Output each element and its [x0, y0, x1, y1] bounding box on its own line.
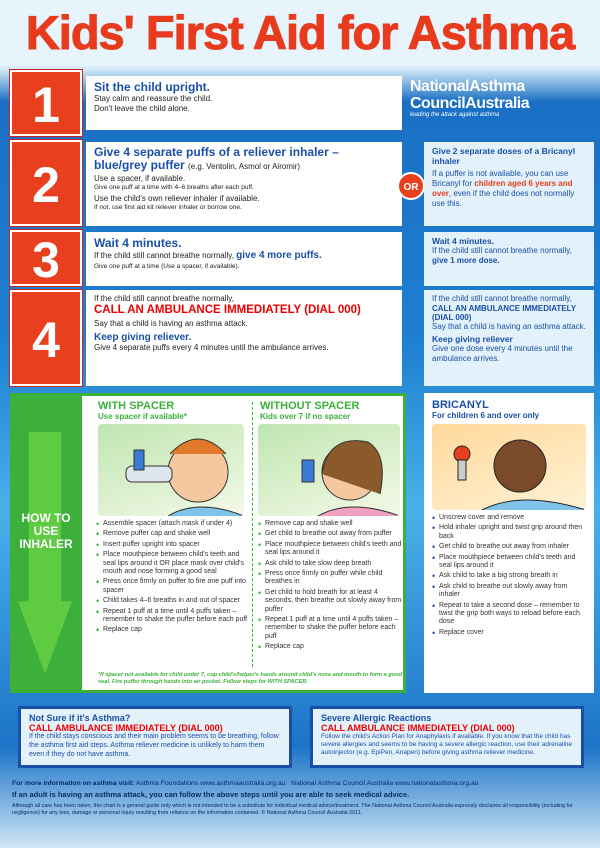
girl-with-puffer-image [258, 424, 400, 516]
or-badge: OR [397, 172, 425, 200]
step-2-heading: Give 4 separate puffs of a reliever inhaler – blue/grey puffer [94, 145, 339, 172]
with-spacer-column [98, 400, 248, 421]
bricanyl-step: • Unscrew cover and remove [432, 514, 586, 522]
without-spacer-step: • Replace cap [258, 643, 404, 651]
without-spacer-step: • Get child to hold breath for at least 4 seconds, then breathe out slowly away from puffer [258, 589, 404, 614]
step-4-give: Give 4 separate puffs every 4 minutes until the ambulance arrives. [94, 343, 329, 352]
step-2-line-2: Use the child's own reliever inhaler if available. [94, 193, 260, 203]
logo-line-2: CouncilAustralia [410, 95, 530, 112]
footer [0, 776, 600, 848]
bricanyl-step: • Ask child to breathe out slowly away from inhaler [432, 583, 586, 600]
footer-nac-link[interactable]: National Asthma Council Australia www.nationalasthma.org.au [291, 780, 479, 787]
with-spacer-illustration [98, 424, 244, 516]
without-spacer-sub: Kids over 7 if no spacer [260, 412, 351, 421]
without-spacer-heading: WITHOUT SPACER [260, 400, 360, 412]
step-3-bold: give 4 more puffs. [236, 250, 322, 261]
step-2-box [86, 142, 402, 226]
bricanyl-step: • Place mouthpiece between child's teeth and seal lips around it [432, 554, 586, 571]
with-spacer-sub: Use spacer if available* [98, 412, 187, 421]
step-1-heading: Sit the child upright. [94, 80, 210, 94]
spacer-note: *If spacer not available for child under 7, cup child's/helper's hands around child's nose and mouth to form a good seal. Fire puffer through hands into air pocket. Follow steps for WITH SPACER. [98, 672, 402, 685]
bricanyl-step-4-say: Say that a child is having an asthma attack. [432, 322, 586, 331]
how-to-use-label: HOW TO USE INHALER [19, 511, 73, 551]
with-spacer-heading: WITH SPACER [98, 400, 175, 412]
without-spacer-column [260, 400, 410, 421]
step-4-say: Say that a child is having an asthma attack. [94, 319, 248, 328]
step-3-line-2: Give one puff at a time (Use a spacer, if available). [94, 262, 240, 270]
step-4-box [86, 290, 402, 386]
allergic-heading: Severe Allergic Reactions [321, 713, 432, 723]
bricanyl-step-3-heading: Wait 4 minutes. [432, 236, 495, 246]
not-sure-text: If the child stays conscious and their main problem seems to be breathing, follow the asthma first aid steps. Asthma reliever medicine is unlikely to harm them even if they do not have asthma. [29, 733, 279, 758]
logo-tagline: leading the attack against asthma [410, 112, 500, 118]
allergic-text: Follow the child's Action Plan for Anaphylaxis if available. If you know that the child has severe allergies and seems to be having a severe allergic reaction, use their adrenaline autoinjector (e.g. EpiPen, Anapen) before giving asthma reliever medicine. [321, 733, 573, 757]
footer-adult: If an adult is having an asthma attack, you can follow the above steps until you are able to seek medical advice. [12, 790, 410, 800]
with-spacer-step: • Replace cap [96, 626, 248, 634]
bricanyl-step-2-bold: children aged 6 years and over [432, 179, 573, 198]
without-spacer-illustration [258, 424, 400, 516]
footer-more: For more information on asthma visit: [12, 780, 135, 787]
with-spacer-step: • Press once firmly on puffer to fire one puff into spacer [96, 578, 248, 595]
with-spacer-step: • Insert puffer upright into spacer [96, 541, 248, 549]
step-3-number: 3 [10, 230, 82, 286]
not-sure-call: CALL AMBULANCE IMMEDIATELY (DIAL 000) [29, 723, 223, 733]
bricanyl-step-3-text: If the child still cannot breathe normally, [432, 246, 572, 255]
step-1-box [86, 76, 402, 130]
bricanyl-heading: BRICANYL [432, 399, 489, 411]
step-2-number: 2 [10, 140, 82, 226]
bricanyl-illustration [432, 424, 586, 510]
bricanyl-step-3-bold: give 1 more dose. [432, 256, 500, 265]
bricanyl-panel [424, 393, 594, 693]
with-spacer-step: • Child takes 4–6 breaths in and out of spacer [96, 597, 248, 605]
step-4-number: 4 [10, 290, 82, 386]
bricanyl-step: • Repeat to take a second dose – remember to twist the grip both ways to reload before each dose [432, 602, 586, 627]
allergic-box [310, 706, 584, 768]
not-sure-heading: Not Sure if it's Asthma? [29, 713, 131, 723]
bricanyl-step-2-box [424, 142, 594, 226]
step-3-line-1: If the child still cannot breathe normally, [94, 251, 234, 260]
bricanyl-step-4-box [424, 290, 594, 386]
step-4-call: CALL AN AMBULANCE IMMEDIATELY (DIAL 000) [94, 304, 361, 316]
bricanyl-step: • Replace cover [432, 629, 586, 637]
bricanyl-step-2-text-2: , even if the child does not normally use this. [432, 189, 575, 208]
page-title: Kids' First Aid for Asthma [0, 0, 600, 66]
step-1-number: 1 [10, 70, 82, 136]
bricanyl-step: • Ask child to take a big strong breath in [432, 572, 586, 580]
bricanyl-step: • Get child to breathe out away from inhaler [432, 543, 586, 551]
footer-disclaimer: Although all care has been taken, this chart is a general guide only which is not intended to be a substitute for individual medical advice/treatment. The National Asthma Council Australia expressly disclaims all responsibility (including for negligence) for any loss, damage or personal injury resulting from reliance on the information contained. © National Asthma Council Australia 2011. [12, 802, 573, 816]
nac-logo [410, 78, 600, 128]
bricanyl-sub: For children 6 and over only [432, 411, 540, 420]
with-spacer-step: • Place mouthpiece between child's teeth and seal lips around it OR place mask over child's mouth and nose forming a good seal [96, 551, 248, 576]
with-spacer-step: • Assemble spacer (attach mask if under 4) [96, 520, 248, 528]
bricanyl-step-4-give: Give one dose every 4 minutes until the ambulance arrives. [432, 344, 573, 363]
logo-line-1: NationalAsthma [410, 78, 525, 95]
without-spacer-step: • Remove cap and shake well [258, 520, 404, 528]
bricanyl-steps [432, 514, 586, 637]
boy-with-bricanyl-image [432, 424, 586, 510]
without-spacer-step: • Ask child to take slow deep breath [258, 560, 404, 568]
with-spacer-steps [96, 520, 248, 635]
bricanyl-step-2-text-1: If a puffer is not available, you can use Bricanyl for [432, 169, 569, 188]
step-1-line-1: Stay calm and reassure the child. [94, 94, 213, 103]
without-spacer-step: • Place mouthpiece between child's teeth and seal lips around it [258, 541, 404, 558]
with-spacer-step: • Repeat 1 puff at a time until 4 puffs taken – remember to shake the puffer before each puff [96, 608, 248, 625]
allergic-call: CALL AMBULANCE IMMEDIATELY (DIAL 000) [321, 723, 515, 733]
step-4-keep: Keep giving reliever. [94, 332, 192, 343]
not-sure-box [18, 706, 292, 768]
with-spacer-step: • Remove puffer cap and shake well [96, 530, 248, 538]
bricanyl-step-4-call: CALL AN AMBULANCE IMMEDIATELY (DIAL 000) [432, 304, 576, 322]
step-2-examples: (e.g. Ventolin, Asmol or Airomir) [188, 162, 301, 171]
bricanyl-step-4-pre: If the child still cannot breathe normally, [432, 294, 572, 303]
step-2-line-2-small: If not, use first aid kit reliever inhaler or borrow one. [94, 203, 242, 211]
bricanyl-step-2-heading: Give 2 separate doses of a Bricanyl inhaler [432, 146, 576, 166]
step-3-heading: Wait 4 minutes. [94, 236, 182, 250]
bricanyl-step-4-keep: Keep giving reliever [432, 334, 513, 344]
footer-af-link[interactable]: Asthma Foundations www.asthmaaustralia.org.au [135, 780, 286, 787]
step-3-box [86, 232, 402, 286]
without-spacer-step: • Get child to breathe out away from puffer [258, 530, 404, 538]
without-spacer-step: • Repeat 1 puff at a time until 4 puffs taken – remember to shake the puffer before each puff [258, 616, 404, 641]
step-1-line-2: Don't leave the child alone. [94, 104, 190, 113]
without-spacer-steps [258, 520, 404, 651]
child-with-spacer-image [98, 424, 244, 516]
bricanyl-step-3-box [424, 232, 594, 286]
step-2-line-1: Use a spacer, if available. [94, 174, 186, 183]
step-4-pre: If the child still cannot breathe normally, [94, 294, 234, 303]
without-spacer-step: • Press once firmly on puffer while child breathes in [258, 570, 404, 587]
bricanyl-step: • Hold inhaler upright and twist grip around then back [432, 524, 586, 541]
step-2-line-1-small: Give one puff at a time with 4–6 breaths after each puff. [94, 184, 254, 191]
